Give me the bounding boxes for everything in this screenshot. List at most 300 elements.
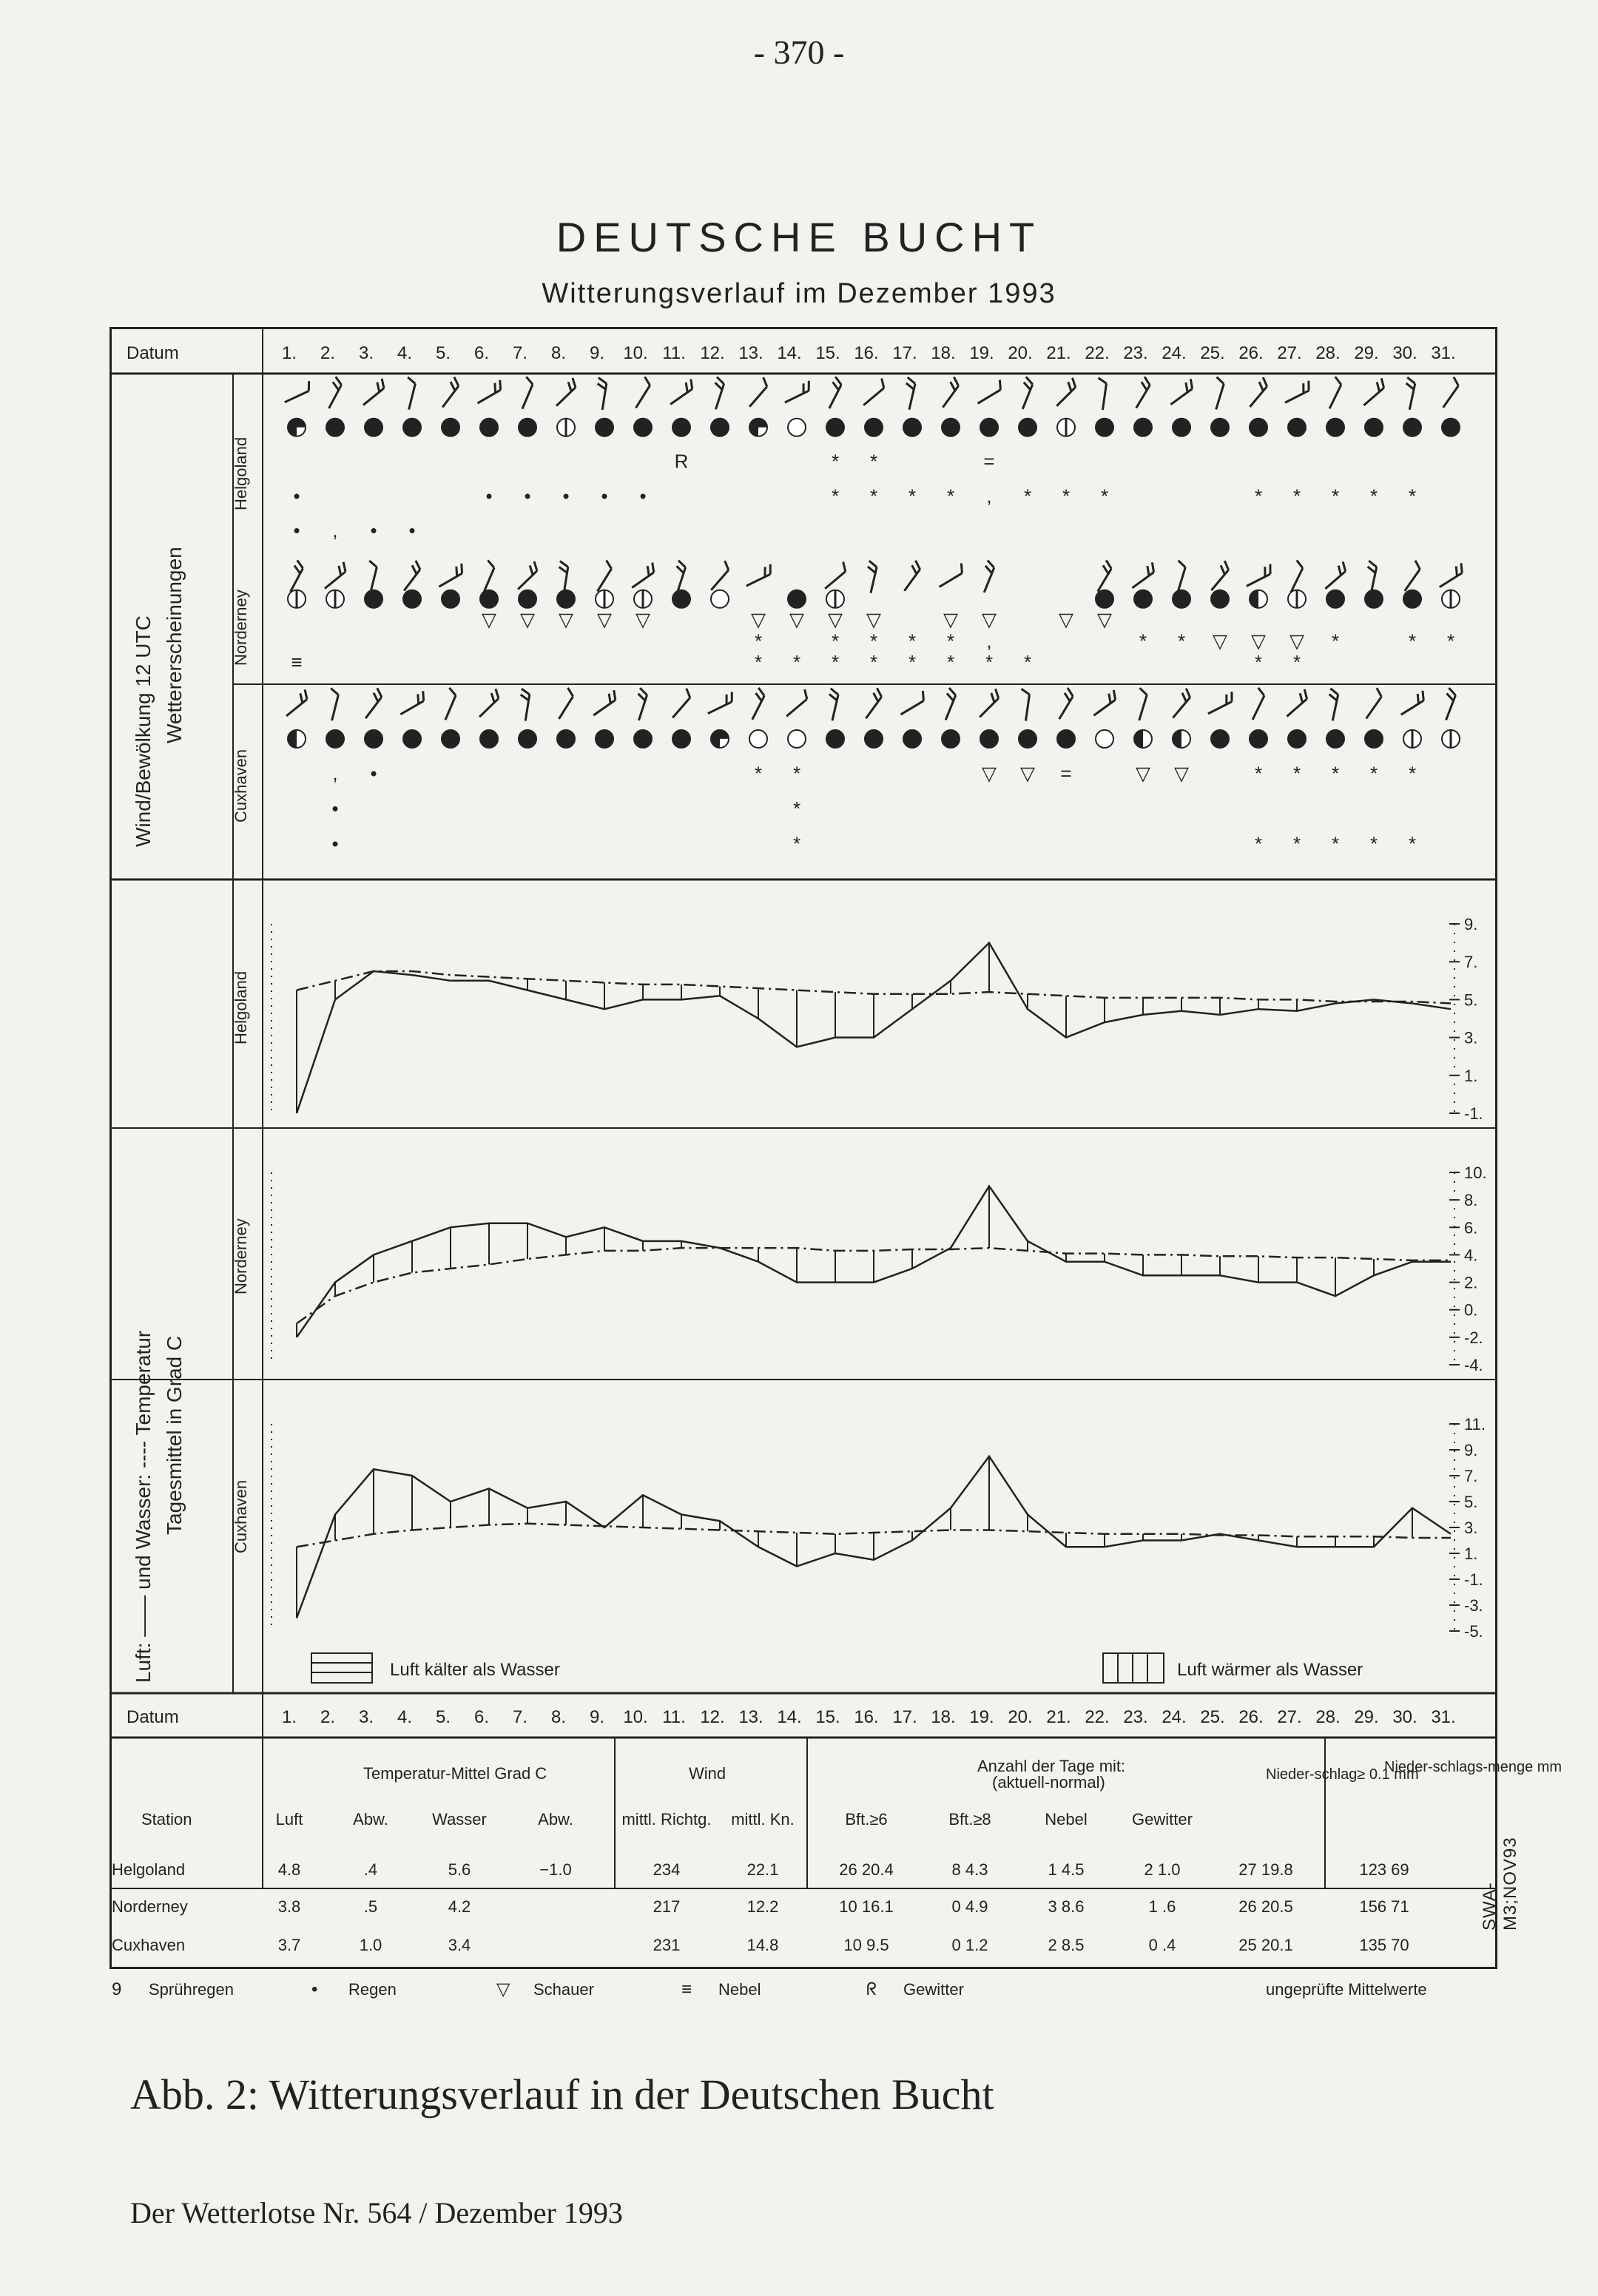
table-cell: 4.8: [277, 1860, 301, 1879]
wind-barb-feather: [496, 380, 505, 390]
weather-symbol: *: [869, 450, 878, 473]
wind-barb: [359, 688, 385, 718]
day-label: 6.: [473, 343, 490, 363]
table-station-name: Helgoland: [112, 1860, 186, 1879]
weather-symbol: ≡: [291, 651, 303, 674]
wind-barb-feather: [407, 377, 417, 384]
cloud-cover-symbol-fill: [557, 590, 575, 608]
wind-barb-shaft: [636, 385, 650, 408]
day-label: 23.: [1123, 1707, 1148, 1727]
cloud-cover-symbol: [1096, 730, 1113, 748]
weather-symbol: ▽: [520, 608, 535, 631]
wind-section-sub-text: Wettererscheinungen: [163, 547, 186, 743]
wind-barb: [473, 380, 504, 403]
weather-symbol: ▽: [597, 608, 612, 631]
wind-barb-feather: [486, 560, 496, 567]
wind-barb-shaft: [522, 385, 533, 409]
wind-barb-feather: [559, 567, 568, 573]
temp-tick-label: 9.: [1464, 915, 1478, 933]
wind-barb-feather: [378, 379, 387, 388]
day-label: 14.: [777, 1707, 802, 1727]
wind-barb-feather: [1374, 688, 1383, 697]
wind-barb: [669, 561, 687, 593]
weather-symbol: ▽: [1020, 762, 1035, 785]
table-header-amount: Nieder-schlags-menge mm: [1384, 1759, 1562, 1775]
weather-symbol: *: [1408, 832, 1417, 855]
day-label: 22.: [1085, 343, 1110, 363]
weather-symbol: *: [1139, 629, 1147, 652]
wind-barb: [473, 689, 502, 717]
day-label: 6.: [473, 1707, 490, 1727]
cloud-cover-symbol-fill: [326, 730, 344, 748]
table-cell: 123 69: [1359, 1860, 1409, 1879]
wind-barb: [1165, 379, 1196, 404]
cloud-cover-symbol-fill: [1019, 419, 1036, 436]
station-label: [232, 590, 250, 666]
weather-symbol: *: [1331, 629, 1340, 652]
wind-barb: [1128, 377, 1152, 408]
wind-barb-feather: [1329, 689, 1339, 695]
cloud-cover-symbol-fill: [711, 730, 720, 748]
wind-barb-shaft: [291, 568, 303, 592]
day-label: 2.: [320, 1707, 336, 1727]
table-cell: 4.2: [448, 1897, 471, 1916]
figure-subtitle: Witterungsverlauf im Dezember 1993: [542, 278, 1056, 309]
weather-symbol: *: [1331, 832, 1340, 855]
wind-barb-shaft: [825, 572, 846, 589]
weather-symbol: *: [908, 484, 917, 507]
day-label: 25.: [1200, 1707, 1225, 1727]
day-label: 4.: [397, 343, 413, 363]
cloud-cover-symbol-fill: [288, 419, 297, 436]
wind-barb: [781, 689, 810, 716]
legend-symbol-label: Sprühregen: [149, 1980, 234, 1999]
wind-barb-shaft: [439, 573, 462, 587]
wind-barb: [323, 688, 340, 720]
wind-barb: [1051, 378, 1079, 406]
day-label: 15.: [815, 343, 840, 363]
temp-tick-label: 1.: [1464, 1544, 1478, 1563]
cloud-cover-symbol-fill: [865, 730, 883, 748]
station-label-text: Helgoland: [232, 436, 250, 510]
weather-symbol: ▽: [636, 608, 650, 631]
cloud-cover-symbol-fill: [297, 419, 306, 428]
wind-barb-feather: [565, 688, 575, 696]
cloud-cover-symbol-fill: [980, 419, 998, 436]
table-cell: 22.1: [746, 1860, 779, 1879]
table-header-days-sub: (aktuell-normal): [992, 1773, 1105, 1792]
wind-barb: [588, 690, 618, 715]
weather-symbol: ▽: [828, 608, 843, 631]
wind-barb: [973, 380, 1004, 404]
wind-barb: [1283, 560, 1304, 592]
weather-symbol: ▽: [943, 608, 958, 631]
wind-barb: [934, 564, 965, 587]
wind-barb-shaft: [556, 388, 576, 406]
weather-symbol: *: [1100, 484, 1109, 507]
cloud-cover-symbol-fill: [1134, 419, 1152, 436]
wind-barb-feather: [766, 564, 775, 574]
legend-symbol-label: Schauer: [533, 1980, 594, 1999]
weather-symbol: *: [1062, 484, 1071, 507]
table-subheader: mittl. Kn.: [731, 1810, 795, 1829]
table-subheader: Gewitter: [1132, 1810, 1193, 1829]
table-cell: 0 .4: [1148, 1936, 1176, 1954]
cloud-cover-symbol-fill: [758, 419, 767, 428]
wind-barb: [551, 688, 575, 719]
wind-barb: [1204, 692, 1236, 714]
wind-barb-shaft: [1170, 389, 1192, 405]
table-cell: 156 71: [1359, 1897, 1409, 1916]
cloud-cover-symbol: [711, 590, 729, 608]
wind-barb: [937, 688, 957, 720]
wind-barb-shaft: [1093, 700, 1115, 715]
wind-barb: [1090, 560, 1113, 591]
wind-barb: [630, 688, 648, 720]
wind-barb: [704, 692, 736, 713]
wind-barb-shaft: [670, 389, 692, 405]
wind-barb-shaft: [445, 695, 456, 720]
cloud-cover-symbol: [788, 419, 806, 436]
cloud-cover-symbol-fill: [1096, 419, 1113, 436]
wind-barb: [743, 377, 770, 407]
weather-symbol: *: [1369, 762, 1378, 785]
wind-barb-feather: [531, 561, 541, 571]
temp-tick-label: -4.: [1464, 1356, 1483, 1374]
wind-barb: [862, 561, 877, 593]
station-label-text: Cuxhaven: [232, 749, 250, 823]
temp-section-title: [132, 1331, 186, 1683]
table-cell: 10 16.1: [839, 1897, 894, 1916]
temp-tick-label: 2.: [1464, 1273, 1478, 1292]
wind-barb-feather: [448, 688, 457, 695]
temp-section-title-text: Luft: —— und Wasser: ---- Temperatur: [132, 1330, 155, 1683]
cloud-cover-symbol-fill: [519, 419, 536, 436]
wind-barb-shaft: [1139, 695, 1147, 720]
wind-barb-shaft: [1329, 385, 1341, 408]
table-header-precip: Nieder-schlag≥ 0.1 mm: [1266, 1766, 1419, 1783]
day-label: 21.: [1046, 343, 1071, 363]
weather-symbol: *: [831, 484, 840, 507]
day-label: 31.: [1431, 1707, 1456, 1727]
wind-barb-feather: [368, 561, 378, 567]
wind-section-title-text: Wind/Bewölkung 12 UTC: [132, 615, 155, 847]
wind-barb-feather: [906, 383, 915, 390]
day-label: 8.: [550, 1707, 567, 1727]
cloud-cover-symbol-fill: [672, 419, 690, 436]
day-label: 11.: [662, 1707, 686, 1727]
temp-tick-label: -2.: [1464, 1328, 1483, 1347]
wind-barb-feather: [675, 566, 685, 573]
wind-barb: [1363, 561, 1378, 593]
temp-tick-label: 6.: [1464, 1218, 1478, 1238]
wind-barb: [781, 381, 813, 402]
wind-barb-shaft: [285, 391, 309, 402]
wind-barb-feather: [1228, 692, 1236, 701]
temp-tick-label: -1.: [1464, 1570, 1483, 1589]
cloud-cover-symbol: [749, 730, 767, 748]
wind-barb-feather: [840, 562, 849, 572]
cloud-cover-symbol-fill: [519, 590, 536, 608]
wind-barb-shaft: [1102, 383, 1106, 410]
weather-symbol: ▽: [559, 608, 573, 631]
temp-tick-label: 3.: [1464, 1028, 1478, 1047]
wind-barb-feather: [714, 382, 724, 389]
temp-tick-label: 7.: [1464, 1467, 1478, 1485]
weather-symbol: ▽: [482, 608, 496, 631]
cloud-cover-symbol-fill: [480, 419, 498, 436]
wind-barb-shaft: [404, 570, 420, 591]
weather-symbol: *: [792, 832, 801, 855]
cloud-cover-symbol-fill: [1326, 590, 1344, 608]
day-label: 25.: [1200, 343, 1225, 363]
cloud-cover-symbol-fill: [1250, 730, 1267, 748]
wind-barb: [1358, 378, 1388, 405]
wind-barb-shaft: [1056, 387, 1075, 405]
day-label: 28.: [1315, 343, 1341, 363]
wind-barb-feather: [649, 563, 658, 573]
figure-title: DEUTSCHE BUCHT: [556, 214, 1042, 260]
wind-barb: [666, 689, 693, 718]
wind-barb-feather: [1305, 381, 1313, 391]
cloud-cover-symbol-fill: [1211, 590, 1229, 608]
page-number: - 370 -: [753, 33, 845, 71]
wind-barb-shaft: [329, 385, 342, 408]
table-cell: 234: [653, 1860, 681, 1879]
day-label: 24.: [1162, 1707, 1187, 1727]
cloud-cover-symbol-fill: [826, 730, 844, 748]
temp-tick-label: 11.: [1464, 1415, 1486, 1434]
weather-symbol: *: [1331, 762, 1340, 785]
cloud-cover-symbol-fill: [1250, 419, 1267, 436]
wind-barb-feather: [1333, 377, 1343, 385]
day-label: 20.: [1008, 343, 1033, 363]
cloud-cover-symbol-fill: [403, 419, 421, 436]
wind-barb-shaft: [371, 567, 377, 593]
table-cell: 27 19.8: [1238, 1860, 1293, 1879]
weather-symbol: ,: [986, 629, 992, 652]
figure-caption: Abb. 2: Witterungsverlauf in der Deutschen Bucht: [130, 2070, 994, 2118]
weather-symbol: •: [293, 519, 300, 542]
wind-barb: [283, 560, 305, 592]
wind-barb-shaft: [1132, 573, 1153, 588]
weather-symbol: •: [331, 832, 339, 855]
legend-symbol: •: [311, 1979, 318, 1999]
wind-barb-feather: [604, 560, 613, 568]
day-label: 3.: [358, 343, 374, 363]
cloud-cover-symbol-fill: [1365, 730, 1383, 748]
wind-barb-feather: [677, 561, 687, 567]
day-label: 30.: [1392, 1707, 1417, 1727]
wind-barb-shaft: [442, 386, 459, 408]
weather-symbol: •: [293, 484, 300, 507]
cloud-cover-symbol-fill: [1326, 419, 1344, 436]
wind-barb: [897, 561, 923, 591]
wind-barb-shaft: [1247, 574, 1270, 586]
wind-barb-shaft: [1178, 567, 1186, 592]
table-cell: 217: [653, 1897, 681, 1916]
weather-symbol: *: [1292, 762, 1301, 785]
day-label: 24.: [1162, 343, 1187, 363]
day-label: 18.: [931, 343, 956, 363]
day-label: 21.: [1046, 1707, 1071, 1727]
cloud-cover-symbol-fill: [1096, 590, 1113, 608]
table-cell: −1.0: [539, 1860, 572, 1879]
cloud-cover-symbol-fill: [519, 730, 536, 748]
station-label-text: Norderney: [232, 590, 250, 666]
wind-barb-shaft: [866, 697, 881, 718]
weather-symbol: *: [946, 651, 955, 674]
table-cell: 3.7: [277, 1936, 301, 1954]
cloud-cover-symbol-fill: [1019, 730, 1036, 748]
temp-tick-label: -3.: [1464, 1596, 1483, 1615]
cloud-cover-symbol-fill: [942, 730, 960, 748]
datum-label: Datum: [127, 1707, 179, 1727]
wind-barb-shaft: [484, 568, 494, 592]
station-label-text: Cuxhaven: [232, 1479, 250, 1553]
cloud-cover-symbol-fill: [480, 730, 498, 748]
day-label: 19.: [969, 343, 994, 363]
wind-barb-shaft: [593, 700, 615, 715]
weather-symbol: ▽: [866, 608, 881, 631]
wind-barb-shaft: [1401, 700, 1424, 715]
weather-symbol: *: [908, 629, 917, 652]
wind-barb-feather: [829, 694, 838, 700]
wind-barb-shaft: [1325, 571, 1345, 589]
day-label: 19.: [969, 1707, 994, 1727]
wind-barb-shaft: [1173, 698, 1190, 718]
weather-symbol: •: [408, 519, 416, 542]
weather-symbol: *: [1254, 832, 1263, 855]
wind-barb-shaft: [1287, 699, 1307, 717]
wind-barb-shaft: [978, 390, 1001, 404]
day-label: 17.: [892, 343, 917, 363]
weather-symbol: *: [1023, 484, 1032, 507]
cloud-cover-symbol-fill: [788, 590, 806, 608]
day-label: 29.: [1354, 1707, 1379, 1727]
page-footer: Der Wetterlotse Nr. 564 / Dezember 1993: [130, 2196, 623, 2229]
wind-barb: [1396, 691, 1427, 715]
weather-symbol: ,: [332, 762, 338, 785]
cloud-cover-symbol-fill: [1134, 590, 1152, 608]
table-subheader: Abw.: [538, 1810, 573, 1829]
day-label: 13.: [738, 343, 763, 363]
table-cell: 14.8: [746, 1936, 779, 1954]
wind-barb-feather: [1110, 690, 1119, 700]
table-cell: 5.6: [448, 1860, 471, 1879]
wind-barb-shaft: [365, 697, 382, 718]
wind-barb: [743, 564, 775, 586]
cloud-cover-symbol-fill: [326, 419, 344, 436]
weather-symbol: =: [983, 450, 995, 473]
weather-symbol: *: [1292, 651, 1301, 674]
table-cell: 3.4: [448, 1936, 471, 1954]
day-label: 13.: [738, 1707, 763, 1727]
weather-symbol: ▽: [751, 608, 766, 631]
weather-symbol: *: [869, 651, 878, 674]
wind-barb: [436, 377, 462, 408]
wind-barb-shaft: [711, 570, 729, 590]
wind-barb-feather: [1412, 561, 1422, 570]
weather-symbol: *: [1254, 651, 1263, 674]
station-label: [232, 749, 250, 823]
wind-barb-shaft: [1443, 385, 1459, 407]
wind-barb: [550, 378, 579, 406]
cloud-cover-symbol-fill: [1173, 730, 1181, 748]
day-label: 15.: [815, 1707, 840, 1727]
temp-tick-label: -5.: [1464, 1622, 1483, 1641]
temp-tick-label: 0.: [1464, 1300, 1478, 1320]
table-header-wind: Wind: [689, 1764, 726, 1783]
cloud-cover-symbol-fill: [442, 730, 459, 748]
wind-barb: [512, 561, 541, 590]
wind-barb-shaft: [1059, 696, 1073, 719]
wind-barb: [1088, 690, 1119, 715]
day-label: 5.: [435, 343, 451, 363]
wind-barb-shaft: [400, 701, 423, 715]
table-subheader: Bft.≥6: [845, 1810, 888, 1829]
wind-barb-shaft: [325, 572, 345, 589]
day-label: 3.: [358, 1707, 374, 1727]
table-header-days: Anzahl der Tage mit:: [977, 1757, 1126, 1775]
weather-symbol: *: [831, 450, 840, 473]
wind-barb: [437, 688, 457, 720]
table-cell: 8 4.3: [951, 1860, 988, 1879]
weather-symbol: ▽: [1136, 762, 1150, 785]
day-label: 10.: [623, 343, 648, 363]
wind-barb: [1017, 689, 1031, 720]
weather-symbol: *: [1446, 629, 1455, 652]
wind-barb-feather: [957, 564, 965, 573]
wind-barb: [281, 381, 313, 402]
wind-barb: [1051, 688, 1075, 719]
weather-symbol: •: [639, 484, 647, 507]
wind-barb-shaft: [672, 698, 690, 718]
wind-barb: [1094, 378, 1108, 410]
wind-section-title: [132, 547, 186, 847]
wind-barb: [896, 691, 927, 715]
day-label: 28.: [1315, 1707, 1341, 1727]
wind-barb: [1243, 564, 1275, 587]
wind-barb-feather: [1069, 378, 1079, 388]
cloud-cover-symbol-fill: [1211, 730, 1229, 748]
weather-symbol: *: [792, 651, 801, 674]
temp-tick-label: 1.: [1464, 1066, 1478, 1085]
wind-barb-feather: [868, 561, 877, 567]
wind-barb-feather: [1177, 561, 1187, 567]
wind-barb-shaft: [943, 386, 958, 408]
wind-barb-feather: [1301, 689, 1310, 699]
legend-symbol: ᖇ: [866, 1979, 877, 1999]
wind-barb: [628, 377, 652, 408]
cloud-cover-symbol-fill: [365, 590, 382, 608]
table-cell: 26 20.5: [1238, 1897, 1293, 1916]
day-label: 29.: [1354, 343, 1379, 363]
weather-symbol: ,: [986, 484, 992, 507]
wind-barb-feather: [1021, 689, 1031, 695]
wind-barb-feather: [715, 377, 725, 384]
wind-barb-feather: [1368, 561, 1378, 567]
wind-barb-shaft: [749, 387, 767, 407]
wind-barb-shaft: [1363, 388, 1383, 405]
wind-barb-shaft: [1440, 573, 1463, 587]
wind-barb-feather: [458, 564, 466, 573]
temp-tick-label: 8.: [1464, 1191, 1478, 1210]
source-code: SWA-M3;NOV93: [1480, 1837, 1520, 1931]
cloud-cover-symbol-fill: [1057, 730, 1075, 748]
cloud-cover-symbol-fill: [596, 419, 613, 436]
weather-symbol: ▽: [789, 608, 804, 631]
